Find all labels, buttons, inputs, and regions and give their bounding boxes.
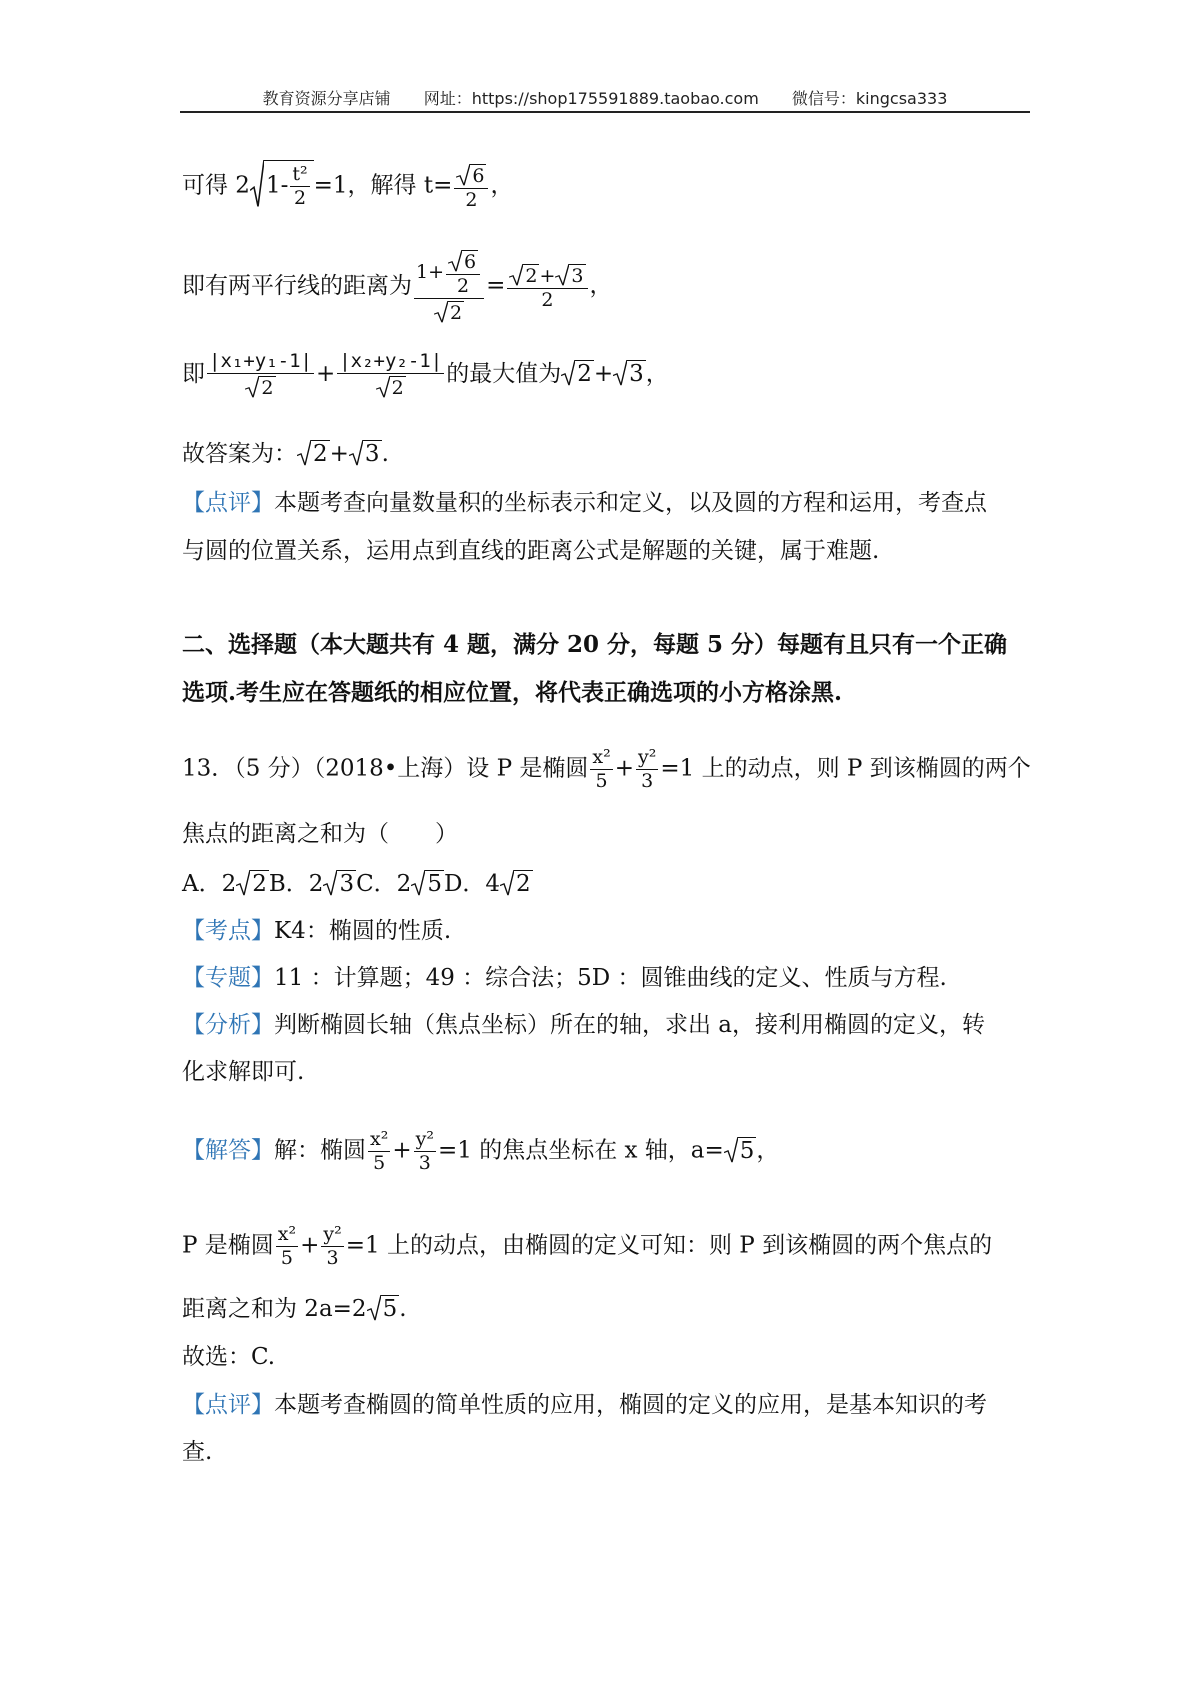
text: =1，解得 t= xyxy=(313,172,453,199)
review-line-2 xyxy=(182,540,879,563)
header-rule xyxy=(180,111,1030,113)
num-one: 1 xyxy=(265,172,281,199)
section-heading-2 xyxy=(182,681,842,704)
text: =1 上的动点，由椭圆的定义可知：则 P 到该椭圆的两个焦点的 xyxy=(345,1232,993,1259)
text: ， xyxy=(645,361,669,387)
text: P 是椭圆 xyxy=(182,1232,274,1259)
frac-t2-2: $\frac{\text{t²}}{2}$ xyxy=(292,163,308,209)
review2-line-1 xyxy=(182,1394,987,1417)
frac-result: 2 + 3 2 xyxy=(507,264,587,310)
text: 可得 2 xyxy=(182,172,250,199)
review-tag: 【点评】 xyxy=(182,1392,274,1418)
text: 即 xyxy=(182,361,205,387)
text: =1 上的动点，则 P 到该椭圆的两个 xyxy=(660,755,1031,782)
frac-y2-3: $\frac{\text{y²}}{3}$ xyxy=(415,1128,434,1174)
review-tag: 【点评】 xyxy=(182,490,274,516)
zhuanti-tag: 【专题】 xyxy=(182,965,274,991)
sqrt-expr xyxy=(250,160,314,208)
text: 本题考查向量数量积的坐标表示和定义，以及圆的方程和运用，考查点 xyxy=(274,490,987,516)
text: 查. xyxy=(182,1439,213,1465)
text: 判断椭圆长轴（焦点坐标）所在的轴，求出 a，接利用椭圆的定义，转 xyxy=(274,1012,986,1038)
line-answer: 故答案为： 2+ 3. xyxy=(182,441,389,467)
zhuanti-line xyxy=(182,967,947,990)
option-c[interactable]: C．2 5 xyxy=(356,871,442,897)
question-13-options xyxy=(182,870,533,896)
minus: - xyxy=(280,172,289,199)
line-solve-t xyxy=(182,160,513,210)
text: ， xyxy=(490,172,514,199)
text: 距离之和为 2a=2 xyxy=(182,1296,367,1322)
frac-y2-3: $\frac{\text{y²}}{3}$ xyxy=(323,1223,342,1269)
question-13-line-2 xyxy=(182,823,458,846)
answer-choice xyxy=(182,1346,275,1369)
review2-line-2 xyxy=(182,1441,212,1464)
frac-x2-5: $\frac{\text{x²}}{5}$ xyxy=(277,1223,297,1269)
fenxi-line-2 xyxy=(182,1061,304,1084)
text: 与圆的位置关系，运用点到直线的距离公式是解题的关键，属于难题. xyxy=(182,538,880,564)
line-distance: 即有两平行线的距离为 1+ $\frac{6}{2}$ 2 = 2 + 3 2 ， xyxy=(182,251,613,324)
p-line-1: P 是椭圆 $\frac{\text{x²}}{5}$ + $\frac{\text{y²}}{3}$ =1 上的动点，由椭圆的定义可知：则 P 到该椭圆的两个焦点的 xyxy=(182,1223,993,1269)
p-line-2: 距离之和为 2a=2 5. xyxy=(182,1296,407,1322)
text: 本题考查椭圆的简单性质的应用，椭圆的定义的应用，是基本知识的考 xyxy=(274,1392,987,1418)
text: 13．（5 分）（2018•上海）设 P 是椭圆 xyxy=(182,755,589,782)
frac-x2-5: $\frac{\text{x²}}{5}$ xyxy=(592,746,611,792)
frac-x2-5: $\frac{\text{x²}}{5}$ xyxy=(370,1128,389,1174)
text: K4：椭圆的性质. xyxy=(274,918,452,944)
kaodian-line xyxy=(182,920,451,943)
frac-distance: 1+ $\frac{6}{2}$ 2 xyxy=(414,250,484,323)
text: =1 的焦点坐标在 x 轴，a= xyxy=(437,1137,724,1164)
text: 化求解即可. xyxy=(182,1059,305,1085)
option-a[interactable]: A．2 2 xyxy=(182,871,267,897)
frac-abs1: $\frac{\text{|x₁+y₁-1|}}{2}$ xyxy=(209,350,312,399)
text: 故选：C. xyxy=(182,1344,276,1370)
fenxi-tag: 【分析】 xyxy=(182,1012,274,1038)
frac-y2-3: $\frac{\text{y²}}{3}$ xyxy=(638,746,657,792)
frac-abs2: $\frac{\text{|x₂+y₂-1|}}{2}$ xyxy=(339,350,443,399)
header-wechat: 微信号：kingcsa333 xyxy=(791,89,948,108)
text: 即有两平行线的距离为 xyxy=(182,272,412,299)
text: 解：椭圆 xyxy=(274,1137,366,1164)
text: 的最大值为 xyxy=(446,361,562,387)
kaodian-tag: 【考点】 xyxy=(182,918,274,944)
option-b[interactable]: B．2 3 xyxy=(268,871,355,897)
section-heading-1 xyxy=(182,633,1007,656)
frac-sqrt6-2: $\frac{6}{2}$ xyxy=(454,164,488,210)
header-url: 网址：https://shop175591889.taobao.com xyxy=(423,89,759,108)
text: 焦点的距离之和为（ ） xyxy=(182,821,458,847)
question-13-line-1: 13．（5 分）（2018•上海）设 P 是椭圆 $\frac{\text{x²}}{5}$ + $\frac{\text{y²}}{3}$ =1 上的动点，则 P 到该椭圆的两个 xyxy=(182,746,1031,792)
page-header xyxy=(180,86,1030,109)
option-d[interactable]: D．4 2 xyxy=(443,871,531,897)
jieda-line: 【解答】解：椭圆 $\frac{\text{x²}}{5}$ + $\frac{\text{y²}}{3}$ =1 的焦点坐标在 x 轴，a= 5， xyxy=(182,1128,780,1174)
text: ， xyxy=(589,272,613,299)
review-line-1 xyxy=(182,492,987,515)
header-shop: 教育资源分享店铺 xyxy=(262,89,391,108)
line-maximum: 即 $\frac{\text{|x₁+y₁-1|}}{2}$ + $\frac{\text{|x₂+y₂-1|}}{2}$ 的最大值为 2+ 3， xyxy=(182,350,669,399)
text: 故答案为： xyxy=(182,441,297,467)
text: 二、选择题（本大题共有 4 题，满分 20 分，每题 5 分）每题有且只有一个正确 xyxy=(182,631,1008,658)
jieda-tag: 【解答】 xyxy=(182,1137,274,1164)
text: 11 ：计算题；49 ：综合法；5D ：圆锥曲线的定义、性质与方程. xyxy=(274,965,947,991)
fenxi-line-1 xyxy=(182,1014,985,1037)
text: 选项.考生应在答题纸的相应位置，将代表正确选项的小方格涂黑. xyxy=(182,679,843,706)
